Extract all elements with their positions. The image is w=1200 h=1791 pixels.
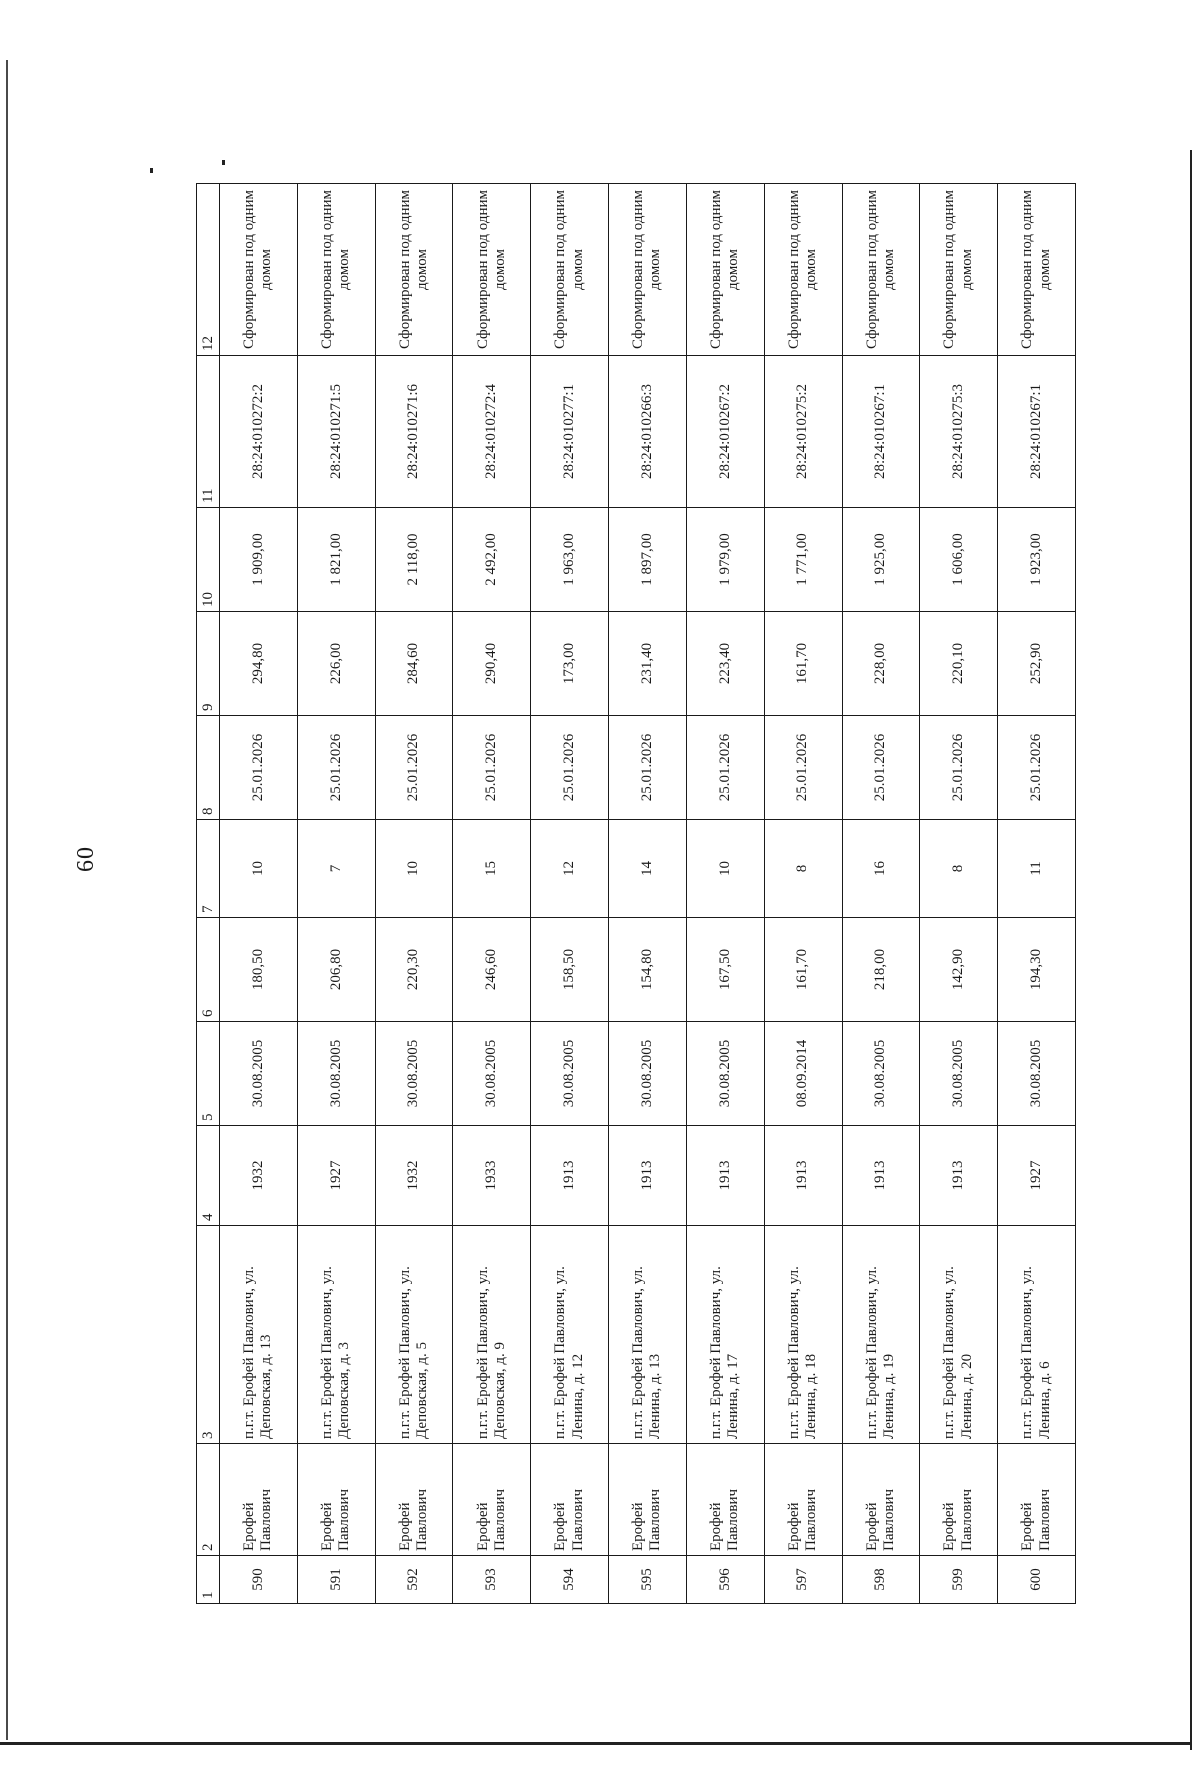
status-cell: Сформирован под одним домом [998,184,1076,356]
cadastral-number-cell: 28:24:010272:4 [453,356,531,508]
status-cell: Сформирован под одним домом [764,184,842,356]
row-number: 590 [220,1556,298,1604]
land-area-cell: 2 492,00 [453,508,531,612]
land-area-cell: 1 979,00 [686,508,764,612]
row-number: 592 [375,1556,453,1604]
count-cell: 16 [842,820,920,918]
address-cell: п.г.т. Ерофей Павлович, ул. Деповская, д. 9 [453,1226,531,1444]
address-cell: п.г.т. Ерофей Павлович, ул. Деповская, д. 3 [297,1226,375,1444]
area-cell: 218,00 [842,918,920,1022]
table-row [609,184,687,1604]
settlement-cell: Ерофей Павлович [220,1444,298,1556]
table-row [220,184,298,1604]
address-cell: п.г.т. Ерофей Павлович, ул. Ленина, д. 18 [764,1226,842,1444]
cadastral-number-cell: 28:24:010266:3 [609,356,687,508]
scan-speck [150,168,153,173]
settlement-cell: Ерофей Павлович [764,1444,842,1556]
year-built-cell: 1927 [297,1126,375,1226]
table-row [531,184,609,1604]
cadastral-number-cell: 28:24:010271:6 [375,356,453,508]
land-area-cell: 1 909,00 [220,508,298,612]
row-number: 597 [764,1556,842,1604]
table-row [842,184,920,1604]
column-header: 5 [197,1022,220,1126]
cadastral-number-cell: 28:24:010275:3 [920,356,998,508]
cadastral-number-cell: 28:24:010275:2 [764,356,842,508]
status-cell: Сформирован под одним домом [220,184,298,356]
column-header: 11 [197,356,220,508]
area-cell: 154,80 [609,918,687,1022]
year-built-cell: 1913 [764,1126,842,1226]
row-number: 600 [998,1556,1076,1604]
land-area-cell: 1 923,00 [998,508,1076,612]
page-number: 60 [73,846,99,872]
year-built-cell: 1913 [531,1126,609,1226]
column-header: 6 [197,918,220,1022]
year-built-cell: 1933 [453,1126,531,1226]
date-cell: 30.08.2005 [375,1022,453,1126]
address-cell: п.г.т. Ерофей Павлович, ул. Деповская, д. 13 [220,1226,298,1444]
row-number: 593 [453,1556,531,1604]
date-cell: 30.08.2005 [453,1022,531,1126]
area-cell: 173,00 [531,612,609,716]
scan-speck [222,160,225,165]
count-cell: 10 [375,820,453,918]
date-cell: 25.01.2026 [764,716,842,820]
year-built-cell: 1927 [998,1126,1076,1226]
date-cell: 08.09.2014 [764,1022,842,1126]
date-cell: 25.01.2026 [609,716,687,820]
settlement-cell: Ерофей Павлович [531,1444,609,1556]
land-area-cell: 1 821,00 [297,508,375,612]
table-row [764,184,842,1604]
area-cell: 252,90 [998,612,1076,716]
registry-table [196,183,1076,1604]
column-header: 9 [197,612,220,716]
settlement-cell: Ерофей Павлович [375,1444,453,1556]
area-cell: 180,50 [220,918,298,1022]
table-body [220,184,1076,1604]
cadastral-number-cell: 28:24:010271:5 [297,356,375,508]
column-header: 2 [197,1444,220,1556]
year-built-cell: 1913 [609,1126,687,1226]
column-header: 1 [197,1556,220,1604]
date-cell: 25.01.2026 [531,716,609,820]
date-cell: 25.01.2026 [998,716,1076,820]
table-row [453,184,531,1604]
scan-edge-bottom [0,1742,1192,1745]
date-cell: 30.08.2005 [531,1022,609,1126]
table-row [998,184,1076,1604]
column-header: 10 [197,508,220,612]
table-row [375,184,453,1604]
year-built-cell: 1913 [920,1126,998,1226]
area-cell: 161,70 [764,918,842,1022]
column-header: 4 [197,1126,220,1226]
cadastral-number-cell: 28:24:010267:2 [686,356,764,508]
area-cell: 194,30 [998,918,1076,1022]
address-cell: п.г.т. Ерофей Павлович, ул. Деповская, д. 5 [375,1226,453,1444]
scan-edge-left [6,60,8,1740]
area-cell: 223,40 [686,612,764,716]
status-cell: Сформирован под одним домом [920,184,998,356]
address-cell: п.г.т. Ерофей Павлович, ул. Ленина, д. 12 [531,1226,609,1444]
count-cell: 10 [220,820,298,918]
row-number: 598 [842,1556,920,1604]
cadastral-number-cell: 28:24:010272:2 [220,356,298,508]
year-built-cell: 1932 [375,1126,453,1226]
date-cell: 30.08.2005 [920,1022,998,1126]
status-cell: Сформирован под одним домом [609,184,687,356]
address-cell: п.г.т. Ерофей Павлович, ул. Ленина, д. 13 [609,1226,687,1444]
column-header: 8 [197,716,220,820]
date-cell: 25.01.2026 [453,716,531,820]
address-cell: п.г.т. Ерофей Павлович, ул. Ленина, д. 6 [998,1226,1076,1444]
row-number: 591 [297,1556,375,1604]
area-cell: 161,70 [764,612,842,716]
land-area-cell: 1 771,00 [764,508,842,612]
count-cell: 7 [297,820,375,918]
column-header: 12 [197,184,220,356]
land-area-cell: 2 118,00 [375,508,453,612]
table-row [920,184,998,1604]
date-cell: 30.08.2005 [686,1022,764,1126]
area-cell: 206,80 [297,918,375,1022]
year-built-cell: 1913 [686,1126,764,1226]
area-cell: 290,40 [453,612,531,716]
count-cell: 12 [531,820,609,918]
settlement-cell: Ерофей Павлович [842,1444,920,1556]
area-cell: 246,60 [453,918,531,1022]
area-cell: 158,50 [531,918,609,1022]
count-cell: 8 [920,820,998,918]
status-cell: Сформирован под одним домом [531,184,609,356]
count-cell: 15 [453,820,531,918]
registry-table-rotated [196,184,1076,1604]
address-cell: п.г.т. Ерофей Павлович, ул. Ленина, д. 20 [920,1226,998,1444]
area-cell: 294,80 [220,612,298,716]
settlement-cell: Ерофей Павлович [609,1444,687,1556]
settlement-cell: Ерофей Павлович [686,1444,764,1556]
column-header: 7 [197,820,220,918]
count-cell: 11 [998,820,1076,918]
area-cell: 142,90 [920,918,998,1022]
land-area-cell: 1 925,00 [842,508,920,612]
date-cell: 30.08.2005 [609,1022,687,1126]
table-row [297,184,375,1604]
cadastral-number-cell: 28:24:010267:1 [842,356,920,508]
settlement-cell: Ерофей Павлович [920,1444,998,1556]
area-cell: 220,30 [375,918,453,1022]
address-cell: п.г.т. Ерофей Павлович, ул. Ленина, д. 17 [686,1226,764,1444]
address-cell: п.г.т. Ерофей Павлович, ул. Ленина, д. 19 [842,1226,920,1444]
settlement-cell: Ерофей Павлович [297,1444,375,1556]
row-number: 595 [609,1556,687,1604]
count-cell: 14 [609,820,687,918]
year-built-cell: 1932 [220,1126,298,1226]
column-header: 3 [197,1226,220,1444]
land-area-cell: 1 963,00 [531,508,609,612]
row-number: 599 [920,1556,998,1604]
area-cell: 226,00 [297,612,375,716]
table-header-row [197,184,220,1604]
table-row [686,184,764,1604]
date-cell: 30.08.2005 [842,1022,920,1126]
row-number: 594 [531,1556,609,1604]
count-cell: 10 [686,820,764,918]
date-cell: 30.08.2005 [998,1022,1076,1126]
settlement-cell: Ерофей Павлович [998,1444,1076,1556]
date-cell: 30.08.2005 [220,1022,298,1126]
cadastral-number-cell: 28:24:010267:1 [998,356,1076,508]
area-cell: 284,60 [375,612,453,716]
area-cell: 167,50 [686,918,764,1022]
date-cell: 25.01.2026 [920,716,998,820]
settlement-cell: Ерофей Павлович [453,1444,531,1556]
row-number: 596 [686,1556,764,1604]
date-cell: 25.01.2026 [842,716,920,820]
date-cell: 30.08.2005 [297,1022,375,1126]
area-cell: 220,10 [920,612,998,716]
date-cell: 25.01.2026 [686,716,764,820]
cadastral-number-cell: 28:24:010277:1 [531,356,609,508]
date-cell: 25.01.2026 [220,716,298,820]
status-cell: Сформирован под одним домом [453,184,531,356]
date-cell: 25.01.2026 [375,716,453,820]
status-cell: Сформирован под одним домом [686,184,764,356]
year-built-cell: 1913 [842,1126,920,1226]
area-cell: 231,40 [609,612,687,716]
land-area-cell: 1 606,00 [920,508,998,612]
status-cell: Сформирован под одним домом [842,184,920,356]
status-cell: Сформирован под одним домом [297,184,375,356]
status-cell: Сформирован под одним домом [375,184,453,356]
scan-edge-right [1190,150,1192,1750]
area-cell: 228,00 [842,612,920,716]
date-cell: 25.01.2026 [297,716,375,820]
count-cell: 8 [764,820,842,918]
land-area-cell: 1 897,00 [609,508,687,612]
